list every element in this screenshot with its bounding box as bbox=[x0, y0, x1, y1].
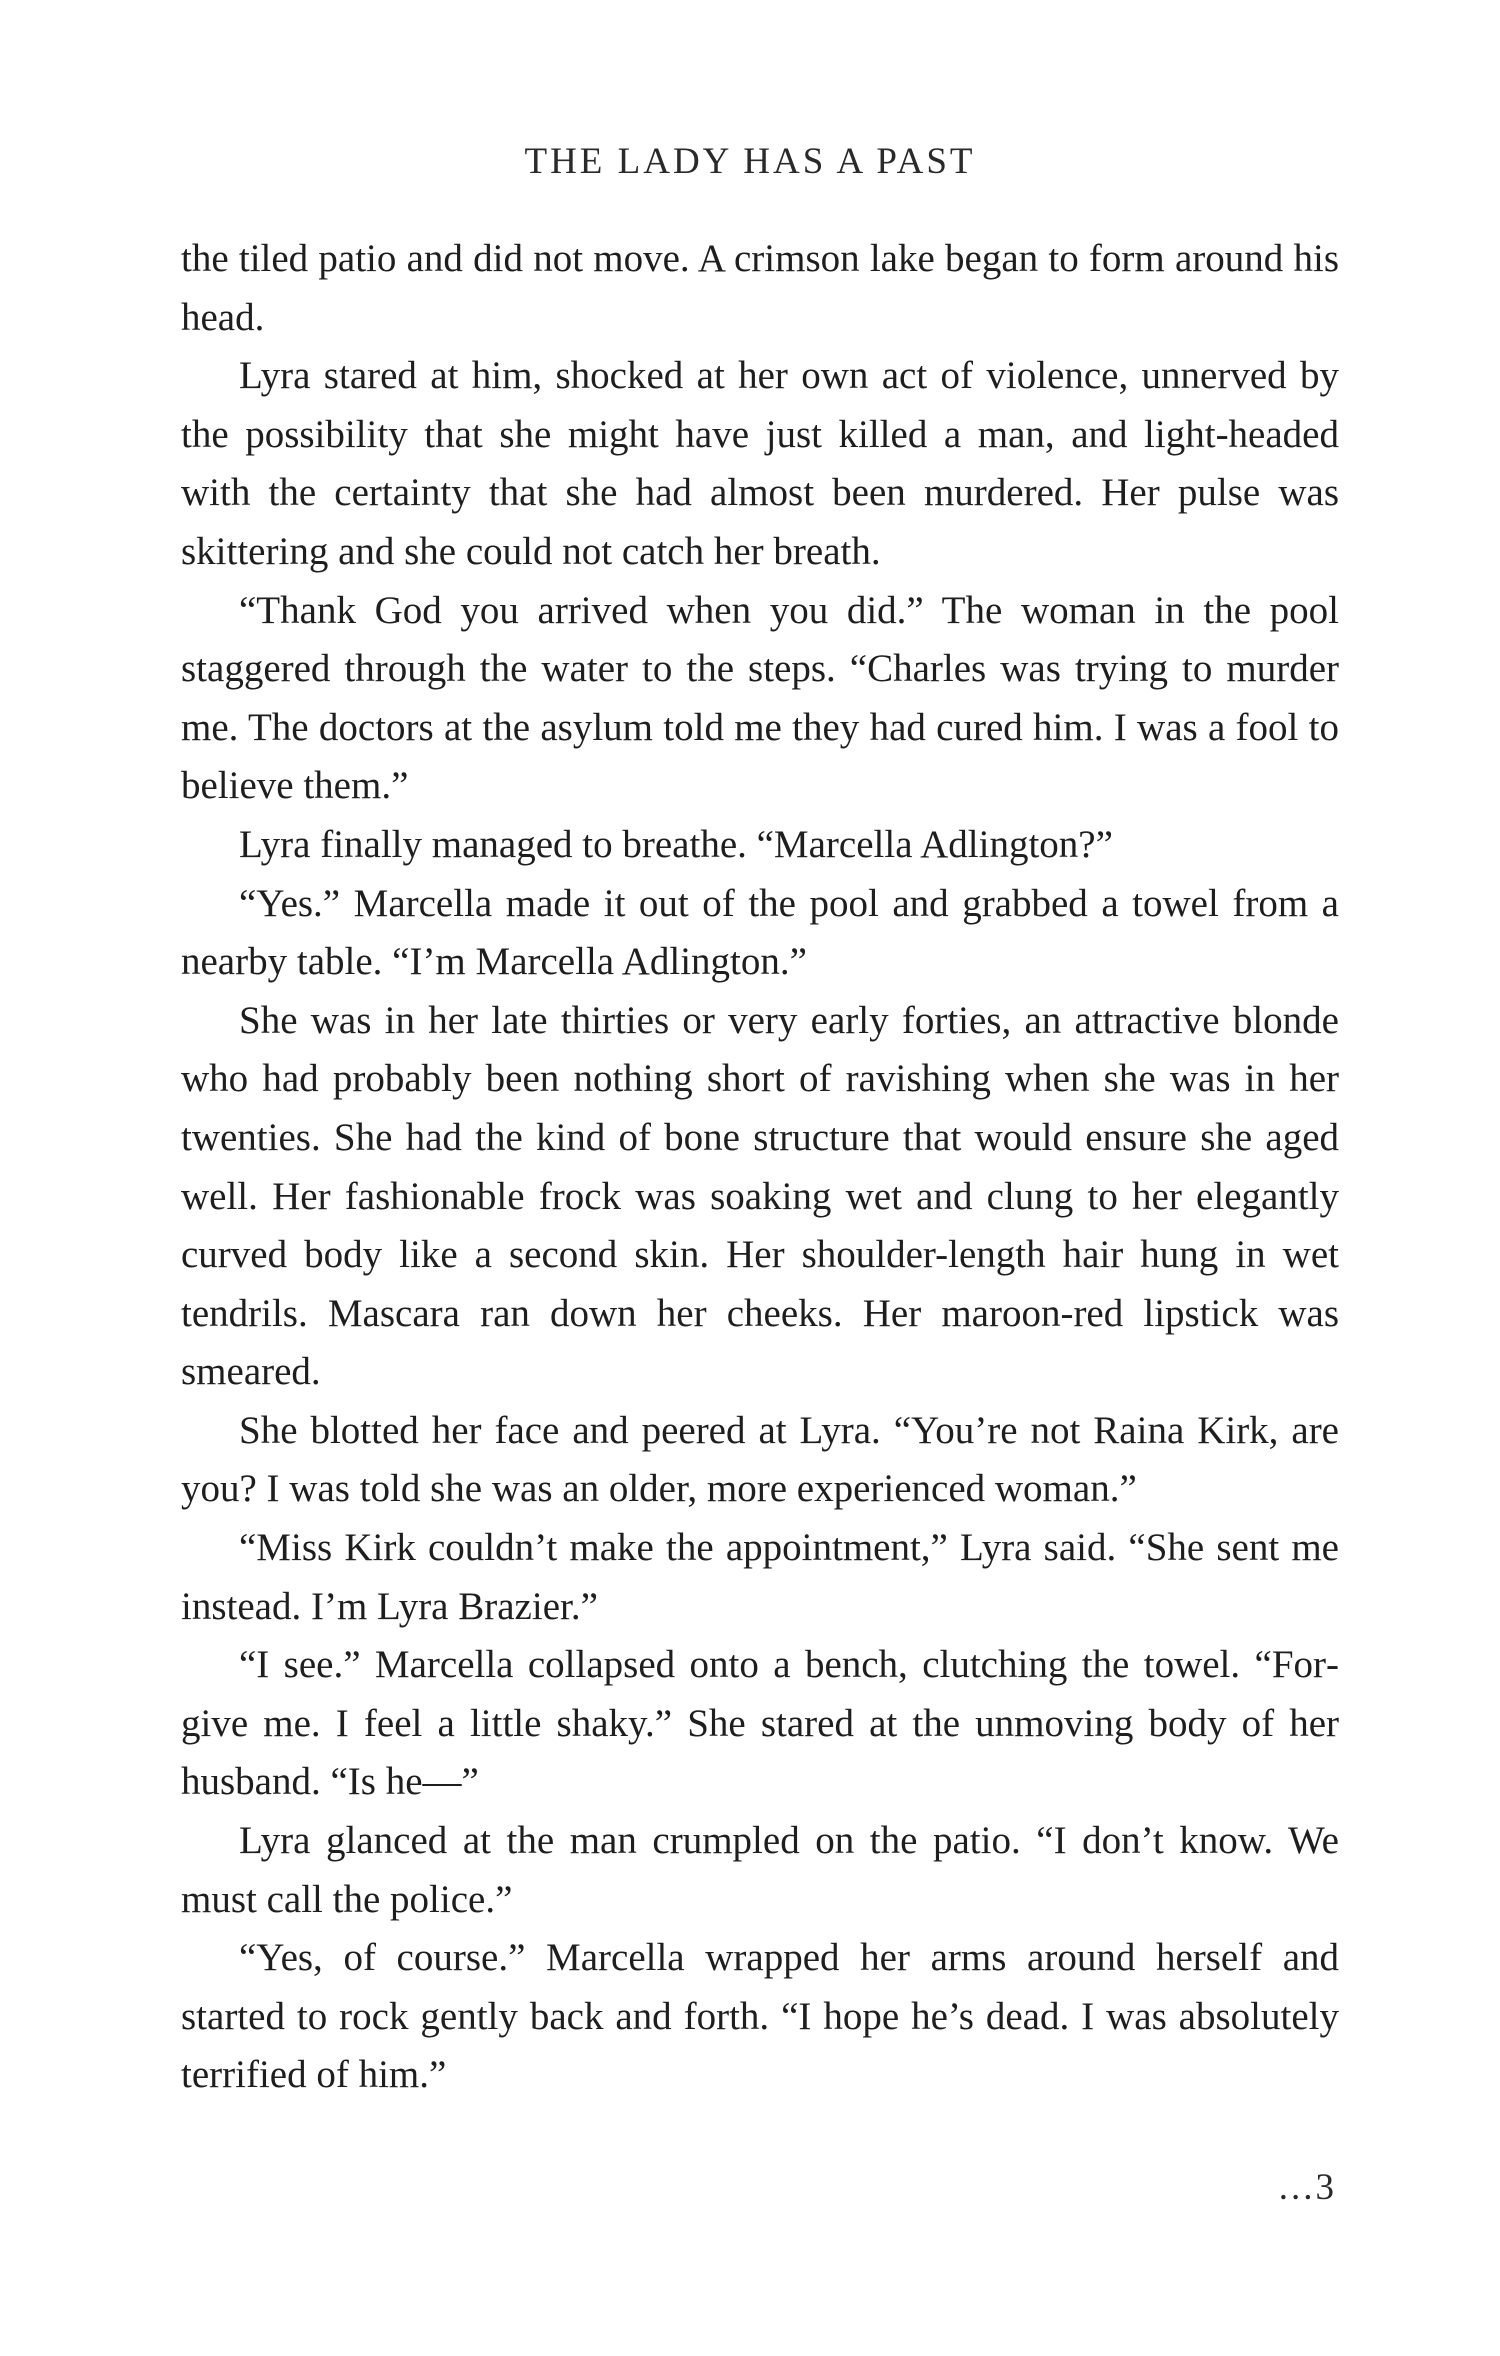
page-number: ...3 bbox=[1278, 2167, 1337, 2208]
running-header: THE LADY HAS A PAST bbox=[524, 141, 976, 182]
paragraph-continuation: the tiled patio and did not move. A crimson lake began to form around his head. bbox=[181, 237, 1339, 339]
paragraph: “Yes, of course.” Marcella wrapped her arms around herself and started to rock gently back and forth. “I hope he’s dead. I was absolutely terrified of him.” bbox=[181, 1936, 1339, 2097]
paragraph: Lyra finally managed to breathe. “Marcella Adlington?” bbox=[239, 822, 1113, 866]
paragraph: She was in her late thirties or very early forties, an attractive blonde who had probably been nothing short of ravishing when she was in her twenties. She had the kind of bone structure that would ensure she aged well. Her fashionable frock was soaking wet and clung to her elegantly curved body like a second skin. Her shoulder-length hair hung in wet tendrils. Mascara ran down her cheeks. Her maroon-red lipstick was smeared. bbox=[181, 998, 1339, 1394]
paragraph: “Miss Kirk couldn’t make the appointment,” Lyra said. “She sent me instead. I’m Lyra Brazier.” bbox=[181, 1526, 1339, 1628]
paragraph: “I see.” Marcella collapsed onto a bench, clutching the towel. “Forgive me. I feel a little shaky.” She stared at the unmoving body of her husband. “Is he—” bbox=[181, 1643, 1339, 1804]
paragraph: Lyra stared at him, shocked at her own act of violence, unnerved by the possibility that she might have just killed a man, and light-headed with the certainty that she had almost been murdered. Her pulse was skittering and she could not catch her breath. bbox=[181, 354, 1339, 573]
paragraph: Lyra glanced at the man crumpled on the patio. “I don’t know. We must call the police.” bbox=[181, 1819, 1339, 1921]
body-text bbox=[181, 230, 1339, 2105]
paragraph: “Thank God you arrived when you did.” The woman in the pool staggered through the water to the steps. “Charles was trying to murder me. The doctors at the asylum told me they had cured him. I was a fool to believe them.” bbox=[181, 588, 1339, 808]
paragraph: “Yes.” Marcella made it out of the pool and grabbed a towel from a nearby table. “I’m Marcella Adlington.” bbox=[181, 881, 1339, 984]
paragraph: She blotted her face and peered at Lyra. “You’re not Raina Kirk, are you? I was told she was an older, more experienced woman.” bbox=[181, 1408, 1339, 1511]
